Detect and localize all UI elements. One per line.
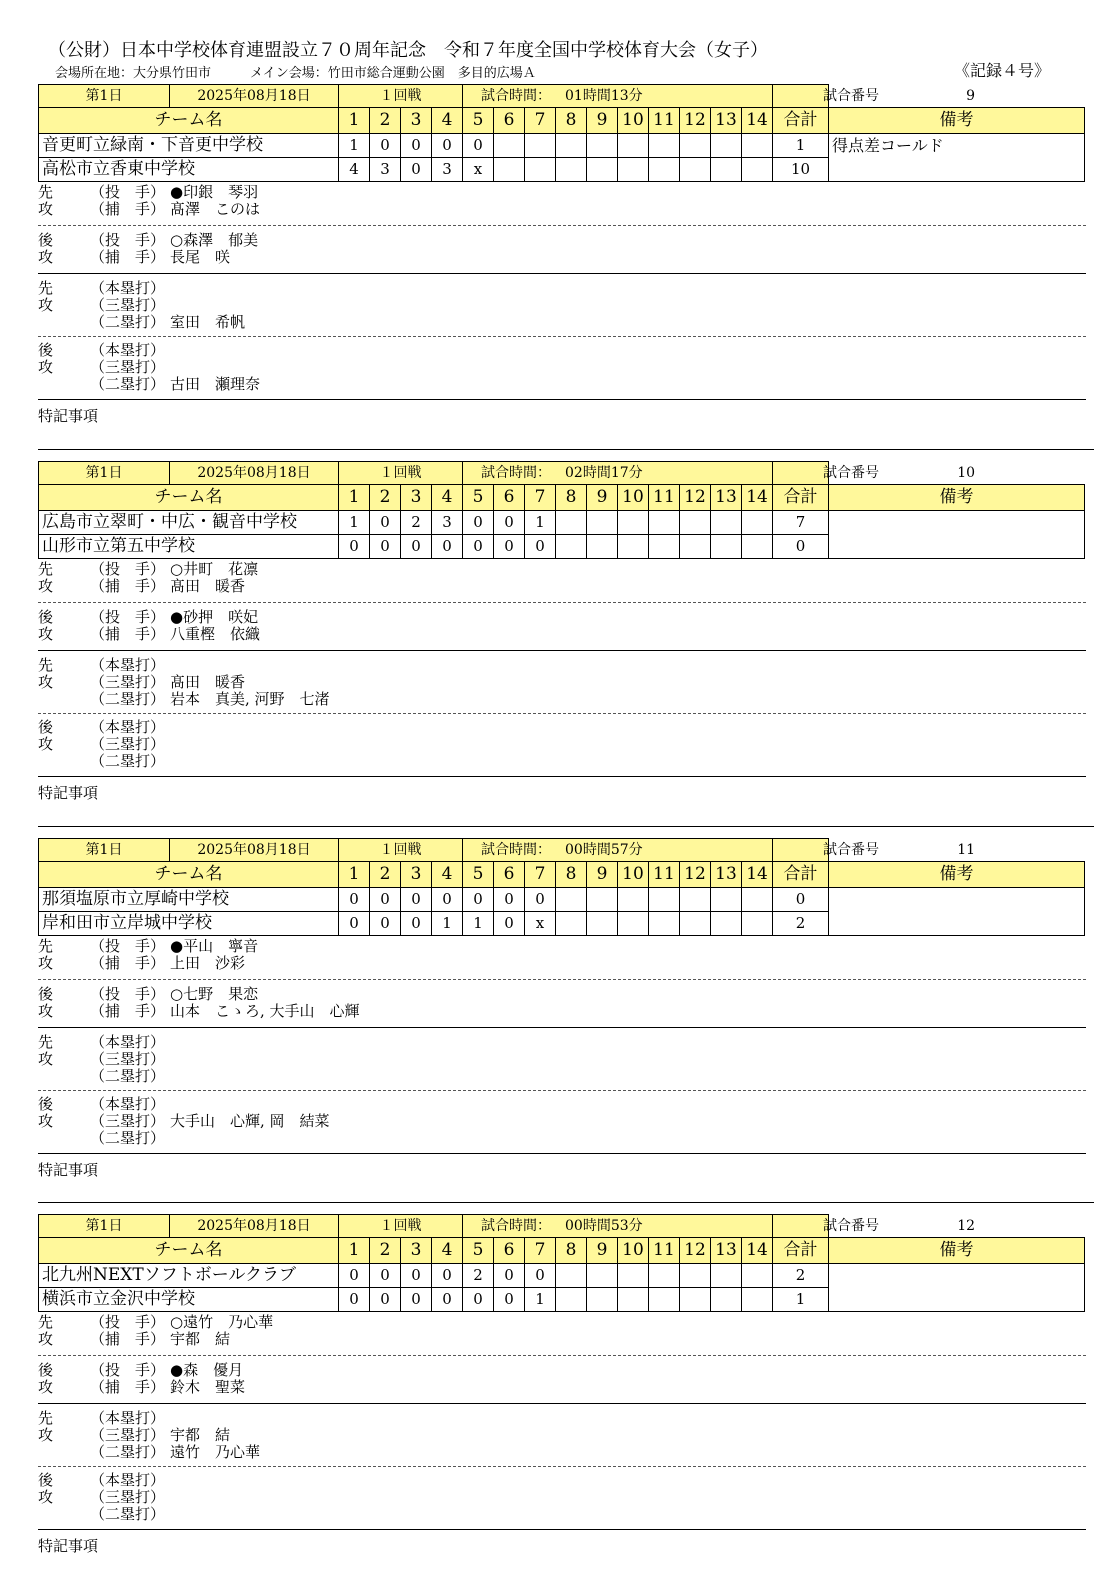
inning-score (711, 158, 742, 182)
inning-score (680, 1264, 711, 1288)
inning-header: 8 (556, 862, 587, 888)
inning-score (618, 1264, 649, 1288)
game-duration: 試合時間： 00時間57分 (463, 839, 773, 862)
inning-header: 1 (339, 108, 370, 134)
inning-header: 14 (742, 862, 773, 888)
inning-score: 1 (339, 134, 370, 158)
game-date: 2025年08月18日 (170, 839, 339, 862)
game-day: 第1日 (39, 1215, 170, 1238)
second-label: 後攻 (38, 1361, 54, 1396)
score-header-row (39, 862, 1085, 888)
inning-score (556, 511, 587, 535)
team-row (39, 888, 1085, 912)
inning-header: 9 (587, 108, 618, 134)
page-title: （公財）日本中学校体育連盟設立７０周年記念 令和７年度全国中学校体育大会（女子） (48, 40, 768, 61)
first-label: 先攻 (38, 1313, 54, 1348)
team-name-header: チーム名 (39, 485, 339, 511)
inning-score (680, 535, 711, 559)
inning-score (649, 158, 680, 182)
inning-header: 10 (618, 108, 649, 134)
first-catcher: 宇都 結 (170, 1330, 231, 1348)
game-number: 試合番号 10 (773, 462, 829, 485)
inning-header: 4 (432, 108, 463, 134)
solid-divider (38, 273, 1086, 274)
inning-score (742, 1288, 773, 1312)
inning-score: 0 (494, 511, 525, 535)
team-total: 2 (773, 1264, 829, 1288)
inning-header: 14 (742, 1238, 773, 1264)
second-catcher: 長尾 咲 (170, 248, 231, 266)
total-header: 合計 (773, 108, 829, 134)
inning-header: 10 (618, 485, 649, 511)
inning-score (587, 1288, 618, 1312)
first-label: 先攻 (38, 183, 54, 218)
inning-header: 1 (339, 1238, 370, 1264)
first-doubles: 遠竹 乃心華 (170, 1443, 261, 1461)
inning-score: 0 (432, 1288, 463, 1312)
inning-score: 0 (339, 535, 370, 559)
second-label: 後攻 (38, 231, 54, 266)
solid-divider (38, 650, 1086, 651)
inning-header: 6 (494, 108, 525, 134)
scoreboard-table (38, 1214, 1085, 1312)
inning-score (494, 158, 525, 182)
team-name-header: チーム名 (39, 108, 339, 134)
inning-score: 3 (432, 158, 463, 182)
inning-score (711, 511, 742, 535)
inning-header: 11 (649, 108, 680, 134)
solid-divider (38, 1529, 1086, 1530)
game-number: 試合番号 11 (773, 839, 829, 862)
inning-header: 7 (525, 862, 556, 888)
solid-divider (38, 776, 1086, 777)
remarks-header: 備考 (829, 485, 1085, 511)
dotted-divider (38, 1466, 1086, 1467)
inning-score (556, 1288, 587, 1312)
inning-header: 2 (370, 485, 401, 511)
inning-header: 6 (494, 485, 525, 511)
inning-score (742, 511, 773, 535)
scoreboard-table (38, 461, 1085, 559)
inning-header: 5 (463, 1238, 494, 1264)
inning-header: 8 (556, 485, 587, 511)
second-label: 後攻 (38, 985, 54, 1020)
team-total: 0 (773, 535, 829, 559)
inning-score: 0 (370, 535, 401, 559)
inning-score: 0 (401, 1264, 432, 1288)
game-remark (829, 511, 1085, 559)
inning-score: 0 (494, 888, 525, 912)
team-name: 広島市立翠町・中広・観音中学校 (39, 511, 339, 535)
inning-score (649, 511, 680, 535)
inning-score: 0 (432, 1264, 463, 1288)
team-name: 横浜市立金沢中学校 (39, 1288, 339, 1312)
team-name: 北九州NEXTソフトボールクラブ (39, 1264, 339, 1288)
special-notes: 特記事項 (38, 1161, 99, 1179)
game-remark: 得点差コールド (829, 134, 1085, 182)
game-separator (38, 449, 1094, 450)
inning-header: 7 (525, 485, 556, 511)
game-separator (38, 826, 1094, 827)
team-row (39, 511, 1085, 535)
inning-header: 1 (339, 862, 370, 888)
solid-divider (38, 1403, 1086, 1404)
inning-score (587, 134, 618, 158)
team-name: 山形市立第五中学校 (39, 535, 339, 559)
inning-score (618, 511, 649, 535)
second-label: 後攻 (38, 608, 54, 643)
first-catcher: 髙田 暖香 (170, 577, 246, 595)
special-notes: 特記事項 (38, 784, 99, 802)
inning-score: x (525, 912, 556, 936)
inning-header: 3 (401, 1238, 432, 1264)
first-pitcher: ●印銀 琴羽 (170, 183, 259, 201)
game-day: 第1日 (39, 839, 170, 862)
dotted-divider (38, 225, 1086, 226)
game-number: 試合番号 9 (773, 85, 829, 108)
inning-header: 2 (370, 862, 401, 888)
inning-score (649, 1288, 680, 1312)
inning-score: 1 (525, 511, 556, 535)
second-catcher: 八重樫 依織 (170, 625, 261, 643)
inning-header: 4 (432, 862, 463, 888)
inning-score (618, 912, 649, 936)
inning-score (649, 1264, 680, 1288)
inning-score: 0 (370, 1288, 401, 1312)
inning-score: 0 (463, 888, 494, 912)
dotted-divider (38, 1355, 1086, 1356)
inning-score: 0 (401, 912, 432, 936)
inning-score (556, 1264, 587, 1288)
inning-score: 1 (525, 1288, 556, 1312)
inning-header: 3 (401, 862, 432, 888)
inning-score: x (463, 158, 494, 182)
inning-score: 0 (494, 912, 525, 936)
inning-header: 11 (649, 485, 680, 511)
team-total: 0 (773, 888, 829, 912)
inning-score: 0 (339, 912, 370, 936)
inning-header: 8 (556, 1238, 587, 1264)
team-total: 1 (773, 134, 829, 158)
inning-score: 0 (463, 1288, 494, 1312)
inning-header: 5 (463, 862, 494, 888)
game-info-row (39, 462, 1085, 485)
dotted-divider (38, 1090, 1086, 1091)
inning-score: 0 (463, 134, 494, 158)
game-record: 第1日 2025年08月18日 １回戦 試合時間： 01時間13分 試合番号 9 チーム名 1 2 3 4 5 6 7 8 9 10 11 12 13 14 合計 備考 音更町立緑南・下音更中学校 1 0 0 0 0 1 得点差コールド 高松市立香東中学校 4 3 0 3 x 10 先攻 （投 手） ●印銀 琴羽 （捕 手） 髙澤 このは 後攻 （投 手） ○森澤 郁美 （捕 手） 長尾 咲 先攻 （本塁打） （三塁打） （二塁打） 室田 希帆 後攻 （本塁打） （三塁打） （二塁打） 古田 瀬理奈 特記事項 (38, 84, 1086, 444)
remarks-header: 備考 (829, 862, 1085, 888)
dotted-divider (38, 713, 1086, 714)
inning-score (587, 511, 618, 535)
team-total: 1 (773, 1288, 829, 1312)
inning-score: 1 (339, 511, 370, 535)
inning-score (525, 134, 556, 158)
second-catcher: 鈴木 聖菜 (170, 1378, 246, 1396)
first-doubles: 岩本 真美, 河野 七渚 (170, 690, 330, 708)
inning-score (742, 888, 773, 912)
game-info-row (39, 85, 1085, 108)
inning-score (556, 134, 587, 158)
inning-score (587, 158, 618, 182)
inning-header: 11 (649, 862, 680, 888)
inning-score: 0 (525, 535, 556, 559)
inning-score (556, 158, 587, 182)
inning-score (618, 1288, 649, 1312)
first-pitcher: ○井町 花凛 (170, 560, 259, 578)
inning-score: 0 (370, 134, 401, 158)
inning-score: 0 (339, 1288, 370, 1312)
inning-score (680, 134, 711, 158)
inning-score: 2 (463, 1264, 494, 1288)
inning-header: 4 (432, 485, 463, 511)
team-name: 音更町立緑南・下音更中学校 (39, 134, 339, 158)
inning-score: 0 (494, 1264, 525, 1288)
inning-header: 12 (680, 108, 711, 134)
first-catcher: 髙澤 このは (170, 200, 261, 218)
first-triples: 宇都 結 (170, 1426, 231, 1444)
inning-score (587, 888, 618, 912)
second-doubles: 古田 瀬理奈 (170, 375, 261, 393)
inning-score (742, 912, 773, 936)
score-header-row (39, 485, 1085, 511)
inning-header: 6 (494, 1238, 525, 1264)
inning-header: 4 (432, 1238, 463, 1264)
inning-score: 0 (401, 158, 432, 182)
inning-score (711, 134, 742, 158)
inning-score: 0 (401, 535, 432, 559)
inning-score: 2 (401, 511, 432, 535)
solid-divider (38, 1027, 1086, 1028)
inning-header: 5 (463, 108, 494, 134)
inning-header: 9 (587, 485, 618, 511)
inning-header: 9 (587, 862, 618, 888)
inning-score (618, 535, 649, 559)
inning-score: 0 (370, 888, 401, 912)
inning-header: 9 (587, 1238, 618, 1264)
game-separator (38, 1202, 1094, 1203)
inning-header: 5 (463, 485, 494, 511)
inning-score: 0 (401, 1288, 432, 1312)
game-record: 第1日 2025年08月18日 １回戦 試合時間： 00時間53分 試合番号 12 チーム名 1 2 3 4 5 6 7 8 9 10 11 12 13 14 合計 備考 北九州NEXTソフトボールクラブ 0 0 0 0 2 0 0 2 横浜市立金沢中学校 0 0 0 0 0 0 1 1 先攻 （投 手） ○遠竹 乃心華 （捕 手） 宇都 結 後攻 （投 手） ●森 優月 （捕 手） 鈴木 聖菜 先攻 （本塁打） （三塁打） 宇都 結 （二塁打） 遠竹 乃心華 後攻 （本塁打） （三塁打） （二塁打） 特記事項 (38, 1214, 1086, 1574)
remarks-header: 備考 (829, 108, 1085, 134)
inning-score: 0 (525, 1264, 556, 1288)
inning-header: 14 (742, 485, 773, 511)
second-pitcher: ●砂押 咲妃 (170, 608, 259, 626)
second-pitcher: ○森澤 郁美 (170, 231, 259, 249)
record-number: 《記録４号》 (953, 61, 1050, 80)
inning-score: 0 (494, 535, 525, 559)
second-pitcher: ●森 優月 (170, 1361, 244, 1379)
first-label: 先攻 (38, 937, 54, 972)
inning-score (587, 535, 618, 559)
inning-header: 2 (370, 1238, 401, 1264)
inning-score: 3 (370, 158, 401, 182)
game-duration: 試合時間： 00時間53分 (463, 1215, 773, 1238)
scoreboard-table (38, 838, 1085, 936)
team-total: 10 (773, 158, 829, 182)
inning-header: 10 (618, 1238, 649, 1264)
total-header: 合計 (773, 485, 829, 511)
inning-header: 3 (401, 485, 432, 511)
inning-header: 7 (525, 108, 556, 134)
team-total: 7 (773, 511, 829, 535)
inning-score (649, 535, 680, 559)
inning-score (711, 535, 742, 559)
inning-score: 0 (339, 888, 370, 912)
dotted-divider (38, 602, 1086, 603)
game-date: 2025年08月18日 (170, 1215, 339, 1238)
first-label: 先攻 (38, 560, 54, 595)
inning-header: 8 (556, 108, 587, 134)
inning-score (587, 912, 618, 936)
game-duration: 試合時間： 02時間17分 (463, 462, 773, 485)
inning-header: 14 (742, 108, 773, 134)
inning-score: 0 (494, 1288, 525, 1312)
first-triples: 髙田 暖香 (170, 673, 246, 691)
inning-header: 13 (711, 1238, 742, 1264)
inning-score: 0 (432, 535, 463, 559)
inning-score (649, 912, 680, 936)
dotted-divider (38, 336, 1086, 337)
inning-header: 2 (370, 108, 401, 134)
inning-header: 3 (401, 108, 432, 134)
inning-header: 11 (649, 1238, 680, 1264)
first-pitcher: ○遠竹 乃心華 (170, 1313, 274, 1331)
inning-score: 0 (463, 511, 494, 535)
inning-score: 0 (370, 912, 401, 936)
inning-header: 12 (680, 1238, 711, 1264)
inning-score: 0 (370, 1264, 401, 1288)
game-remark (829, 888, 1085, 936)
inning-score (680, 511, 711, 535)
inning-score: 0 (525, 888, 556, 912)
remarks-header: 備考 (829, 1238, 1085, 1264)
inning-header: 6 (494, 862, 525, 888)
first-doubles: 室田 希帆 (170, 313, 246, 331)
second-pitcher: ○七野 果恋 (170, 985, 259, 1003)
game-info-row (39, 839, 1085, 862)
team-name: 岸和田市立岸城中学校 (39, 912, 339, 936)
inning-score: 0 (339, 1264, 370, 1288)
inning-score (742, 535, 773, 559)
team-name: 高松市立香東中学校 (39, 158, 339, 182)
inning-header: 1 (339, 485, 370, 511)
team-name-header: チーム名 (39, 862, 339, 888)
inning-score (618, 158, 649, 182)
total-header: 合計 (773, 1238, 829, 1264)
inning-score: 4 (339, 158, 370, 182)
inning-score (587, 1264, 618, 1288)
team-name-header: チーム名 (39, 1238, 339, 1264)
inning-score (680, 888, 711, 912)
game-date: 2025年08月18日 (170, 85, 339, 108)
inning-score (742, 158, 773, 182)
inning-score (556, 888, 587, 912)
first-catcher: 上田 沙彩 (170, 954, 246, 972)
inning-score (556, 912, 587, 936)
inning-score (742, 1264, 773, 1288)
inning-score (525, 158, 556, 182)
inning-score (680, 912, 711, 936)
team-total: 2 (773, 912, 829, 936)
inning-score (742, 134, 773, 158)
game-round: １回戦 (339, 839, 463, 862)
inning-header: 13 (711, 862, 742, 888)
inning-header: 12 (680, 485, 711, 511)
team-row (39, 134, 1085, 158)
inning-score (711, 912, 742, 936)
inning-score: 0 (401, 134, 432, 158)
inning-score: 0 (370, 511, 401, 535)
inning-score: 0 (401, 888, 432, 912)
inning-score (680, 1288, 711, 1312)
inning-header: 7 (525, 1238, 556, 1264)
solid-divider (38, 1153, 1086, 1154)
inning-header: 10 (618, 862, 649, 888)
second-catcher: 山本 こゝろ, 大手山 心輝 (170, 1002, 360, 1020)
score-header-row (39, 1238, 1085, 1264)
inning-score: 3 (432, 511, 463, 535)
game-info-row (39, 1215, 1085, 1238)
inning-score: 0 (463, 535, 494, 559)
inning-score (680, 158, 711, 182)
total-header: 合計 (773, 862, 829, 888)
inning-score (556, 535, 587, 559)
special-notes: 特記事項 (38, 1537, 99, 1555)
game-remark (829, 1264, 1085, 1312)
game-round: １回戦 (339, 462, 463, 485)
game-duration: 試合時間： 01時間13分 (463, 85, 773, 108)
game-round: １回戦 (339, 85, 463, 108)
game-record: 第1日 2025年08月18日 １回戦 試合時間： 02時間17分 試合番号 10 チーム名 1 2 3 4 5 6 7 8 9 10 11 12 13 14 合計 備考 広島市立翠町・中広・観音中学校 1 0 2 3 0 0 1 7 山形市立第五中学校 0 0 0 0 0 0 0 0 先攻 （投 手） ○井町 花凛 （捕 手） 髙田 暖香 後攻 （投 手） ●砂押 咲妃 （捕 手） 八重樫 依織 先攻 （本塁打） （三塁打） 髙田 暖香 （二塁打） 岩本 真美, 河野 七渚 後攻 （本塁打） （三塁打） （二塁打） 特記事項 (38, 461, 1086, 821)
inning-score (711, 1288, 742, 1312)
inning-score: 0 (432, 134, 463, 158)
inning-score (711, 888, 742, 912)
solid-divider (38, 399, 1086, 400)
game-round: １回戦 (339, 1215, 463, 1238)
venue-info: 会場所在地：大分県竹田市 メイン会場：竹田市総合運動公園 多目的広場Ａ (55, 66, 536, 81)
second-triples: 大手山 心輝, 岡 結菜 (170, 1112, 330, 1130)
game-day: 第1日 (39, 85, 170, 108)
inning-header: 13 (711, 485, 742, 511)
inning-score: 1 (432, 912, 463, 936)
game-day: 第1日 (39, 462, 170, 485)
inning-score: 0 (432, 888, 463, 912)
inning-header: 12 (680, 862, 711, 888)
inning-header: 13 (711, 108, 742, 134)
inning-score (618, 888, 649, 912)
inning-score (618, 134, 649, 158)
special-notes: 特記事項 (38, 407, 99, 425)
inning-score (494, 134, 525, 158)
team-name: 那須塩原市立厚崎中学校 (39, 888, 339, 912)
first-pitcher: ●平山 寧音 (170, 937, 259, 955)
dotted-divider (38, 979, 1086, 980)
inning-score (649, 134, 680, 158)
game-date: 2025年08月18日 (170, 462, 339, 485)
game-record: 第1日 2025年08月18日 １回戦 試合時間： 00時間57分 試合番号 11 チーム名 1 2 3 4 5 6 7 8 9 10 11 12 13 14 合計 備考 那須塩原市立厚崎中学校 0 0 0 0 0 0 0 0 岸和田市立岸城中学校 0 0 0 1 1 0 x 2 先攻 （投 手） ●平山 寧音 （捕 手） 上田 沙彩 後攻 （投 手） ○七野 果恋 （捕 手） 山本 こゝろ, 大手山 心輝 先攻 （本塁打） （三塁打） （二塁打） 後攻 （本塁打） （三塁打） 大手山 心輝, 岡 結菜 （二塁打） 特記事項 (38, 838, 1086, 1198)
inning-score (711, 1264, 742, 1288)
game-number: 試合番号 12 (773, 1215, 829, 1238)
score-header-row (39, 108, 1085, 134)
scoreboard-table (38, 84, 1085, 182)
inning-score: 1 (463, 912, 494, 936)
inning-score (649, 888, 680, 912)
team-row (39, 1264, 1085, 1288)
